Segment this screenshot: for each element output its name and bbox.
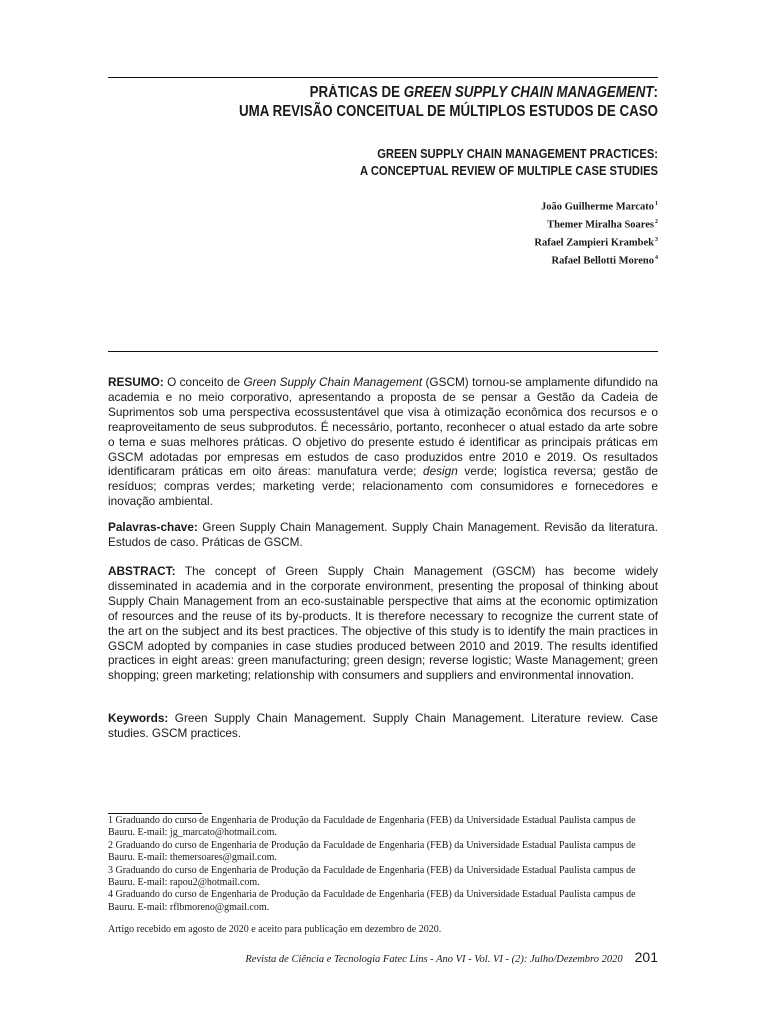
title-en-line1: GREEN SUPPLY CHAIN MANAGEMENT PRACTICES:	[377, 146, 658, 161]
section-rule	[108, 351, 658, 352]
footnote-rule	[108, 813, 202, 814]
palavras-chave-paragraph: Palavras-chave: Green Supply Chain Management. Supply Chain Management. Revisão da literatura. Estudos de caso. Práticas de GSCM.	[108, 520, 658, 549]
title-pt-line2: UMA REVISÃO CONCEITUAL DE MÚLTIPLOS ESTUDOS DE CASO	[239, 103, 658, 120]
footnote: 3 Graduando do curso de Engenharia de Produção da Faculdade de Engenharia (FEB) da Universidade Estadual Paulista campus de Bauru. E-mail: rapou2@hotmail.com.	[108, 864, 636, 889]
journal-citation: Revista de Ciência e Tecnologia Fatec Lins - Ano VI - Vol. VI - (2): Julho/Dezembro 2020	[245, 954, 623, 965]
title-portuguese	[185, 83, 658, 121]
author: João Guilherme Marcato$^1$	[541, 201, 658, 213]
title-english	[185, 145, 658, 179]
palavras-chave-label: Palavras-chave:	[108, 520, 198, 534]
footnote: 1 Graduando do curso de Engenharia de Produção da Faculdade de Engenharia (FEB) da Universidade Estadual Paulista campus de Bauru. E-mail: jg_marcato@hotmail.com.	[108, 815, 636, 839]
received-note: Artigo recebido em agosto de 2020 e aceito para publicação em dezembro de 2020.	[108, 924, 442, 935]
footnotes	[108, 815, 658, 914]
title-en-line2: A CONCEPTUAL REVIEW OF MULTIPLE CASE STUDIES	[360, 163, 658, 178]
author-list	[108, 197, 658, 269]
top-rule	[108, 77, 658, 78]
page-footer	[108, 949, 658, 965]
author: Themer Miralha Soares$^2$	[547, 219, 658, 231]
footnote: 2 Graduando do curso de Engenharia de Produção da Faculdade de Engenharia (FEB) da Universidade Estadual Paulista campus de Bauru. E-mail: themersoares@gmail.com.	[108, 839, 636, 864]
title-pt-line1: PRÁTICAS DE GREEN SUPPLY CHAIN MANAGEMENT:	[309, 84, 658, 101]
author: Rafael Bellotti Moreno$^4$	[551, 255, 658, 267]
resumo-paragraph: RESUMO: O conceito de Green Supply Chain Management (GSCM) tornou-se amplamente difundido na academia e no meio corporativo, apresentando a proposta de se pensar a Gestão da Cadeia de Suprimentos sob uma perspectiva ecossustentável que visa à otimização econômica dos recursos e o reaproveitamento de seus subprodutos. É necessário, portanto, reconhecer o atual estado da arte sobre o tema e suas melhores práticas. O objetivo do presente estudo é identificar as principais práticas em GSCM adotadas por empresas em estudos de caso produzidos entre 2010 e 2019. Os resultados identificaram práticas em oito áreas: manufatura verde; design verde; logística reversa; gestão de resíduos; compras verdes; marketing verde; relacionamento com consumidores e fornecedores e inovação ambiental.	[108, 375, 658, 509]
keywords-paragraph: Keywords: Green Supply Chain Management. Supply Chain Management. Literature review. Case studies. GSCM practices.	[108, 711, 658, 740]
abstract-label: ABSTRACT:	[108, 564, 176, 578]
resumo-label: RESUMO:	[108, 375, 164, 389]
keywords-label: Keywords:	[108, 711, 169, 725]
author: Rafael Zampieri Krambek$^3$	[534, 237, 658, 249]
footnote: 4 Graduando do curso de Engenharia de Produção da Faculdade de Engenharia (FEB) da Universidade Estadual Paulista campus de Bauru. E-mail: rflbmoreno@gmail.com.	[108, 889, 636, 913]
page-number: 201	[634, 949, 658, 965]
abstract-paragraph: ABSTRACT: The concept of Green Supply Chain Management (GSCM) has become widely disseminated in academia and in the corporate environment, presenting the proposal of thinking about Supply Chain Management from an eco-sustainable perspective that aims at the economic optimization of resources and the reuse of its by-products. It is therefore necessary to recognize the current state of the art on the subject and its best practices. The objective of this study is to identify the main practices in GSCM adopted by companies in case studies produced between 2010 and 2019. The results identified practices in eight areas: green manufacturing; green design; reverse logistic; Waste Management; green shopping; green marketing; relationship with consumers and suppliers and environmental innovation.	[108, 564, 658, 683]
